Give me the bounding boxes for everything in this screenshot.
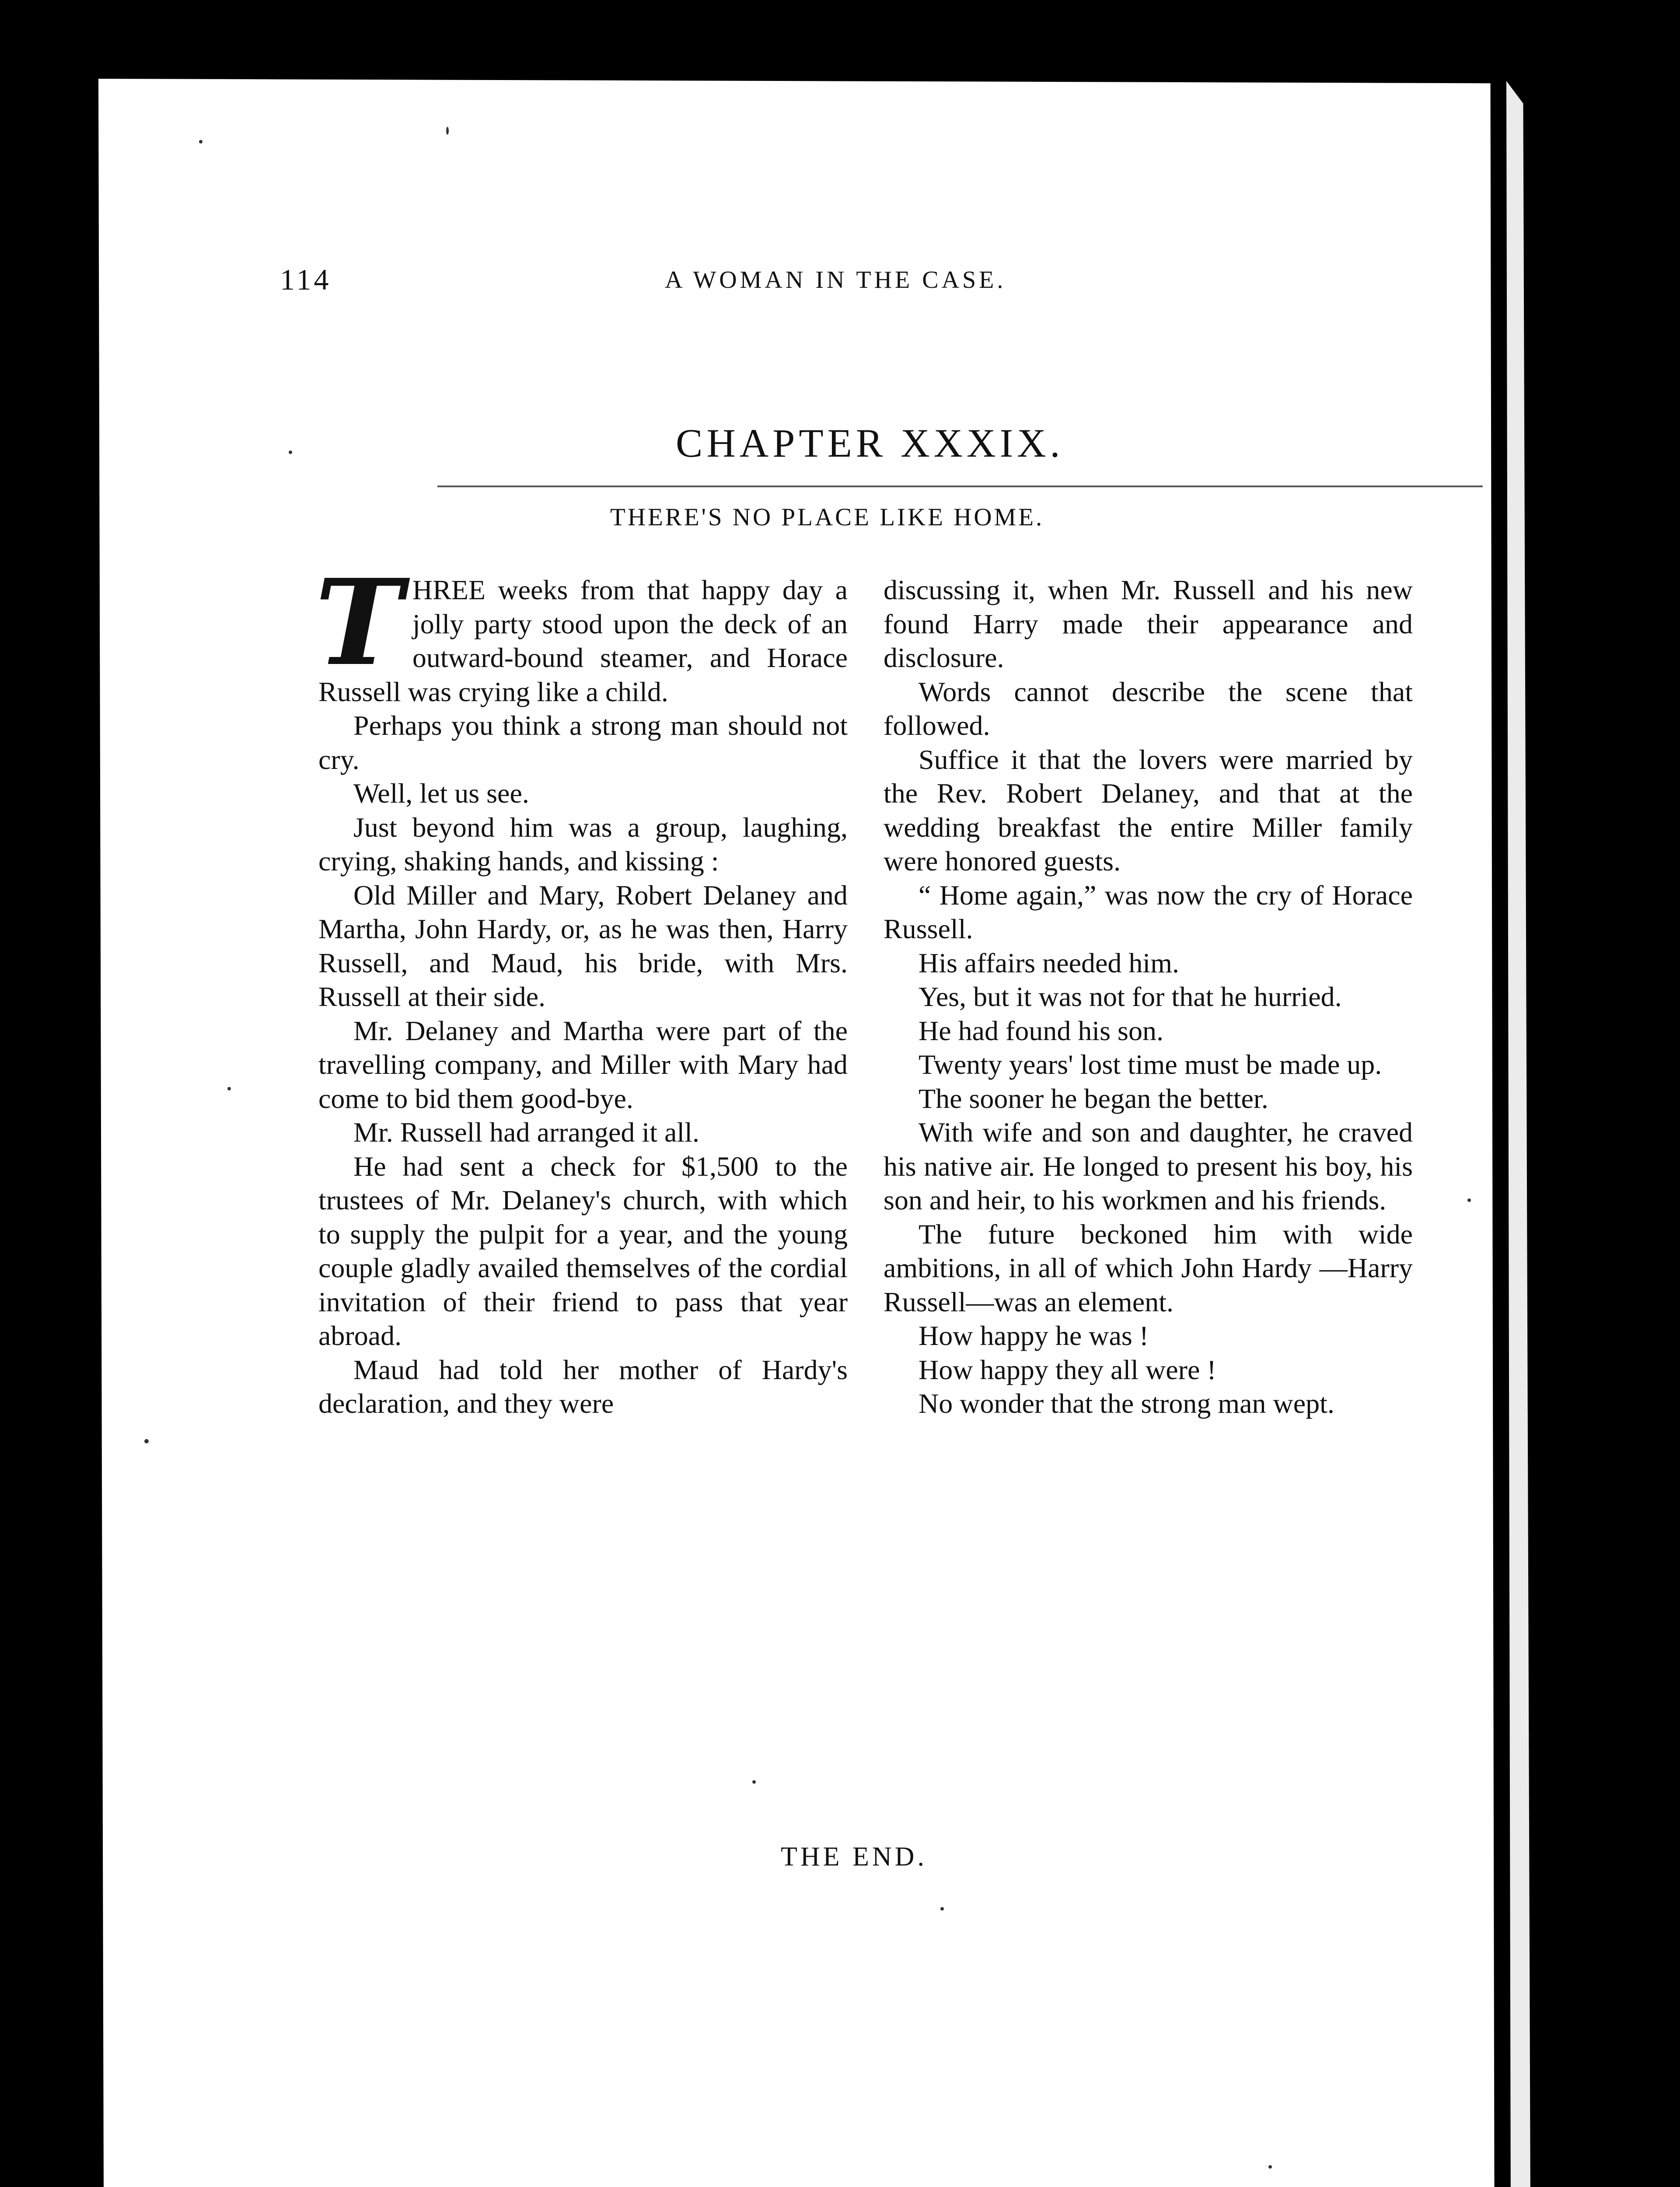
opening-paragraph [315, 553, 848, 709]
print-speck [199, 140, 203, 143]
continued-paragraph: discussing it, when Mr. Russell and his new found Harry made their appearance and disclosure. [884, 574, 1413, 673]
next-page-edge [1500, 81, 1531, 2187]
paragraph: Words cannot describe the scene that followed. [884, 676, 1413, 741]
print-speck [1268, 2165, 1272, 2169]
paragraph: How happy he was ! [919, 1320, 1149, 1351]
print-speck [227, 1087, 231, 1090]
paragraph: With wife and son and daughter, he craved his native air. He longed to present his boy, his son and heir, to his workmen and his friends. [884, 1117, 1413, 1216]
print-speck [144, 1439, 149, 1443]
print-speck [940, 1907, 944, 1911]
paragraph: The future beckoned him with wide ambitions, in all of which John Hardy —Harry Russell—was an element. [884, 1218, 1413, 1317]
the-end: THE END. [781, 1842, 927, 1872]
paragraph: Maud had told her mother of Hardy's declaration, and they were [318, 1354, 848, 1419]
chapter-title: CHAPTER XXXIX. [676, 421, 1064, 465]
paragraph: Twenty years' lost time must be made up. [919, 1049, 1382, 1080]
drop-cap: T [315, 553, 403, 692]
chapter-subtitle: THERE'S NO PLACE LIKE HOME. [610, 503, 1044, 531]
paragraph: Well, let us see. [353, 778, 529, 809]
paragraph: Mr. Russell had arranged it all. [353, 1117, 699, 1148]
paragraph: His affairs needed him. [919, 947, 1179, 978]
paragraph: The sooner he began the better. [919, 1083, 1268, 1114]
print-speck [1467, 1198, 1471, 1202]
paragraph: “ Home again,” was now the cry of Horace Russell. [884, 879, 1413, 944]
print-speck [289, 451, 292, 454]
print-speck [752, 1780, 756, 1784]
print-speck [446, 127, 449, 135]
paragraph: Suffice it that the lovers were married by the Rev. Robert Delaney, and that at the wedding breakfast the entire Miller family were honored guests. [884, 744, 1413, 877]
paragraph: Yes, but it was not for that he hurried. [919, 981, 1342, 1012]
running-title: A WOMAN IN THE CASE. [665, 266, 1006, 293]
paragraph: Old Miller and Mary, Robert Delaney and Martha, John Hardy, or, as he was then, Harry Russell, and Maud, his bride, with Mrs. Russell at their side. [318, 879, 848, 1012]
page-number: 114 [280, 263, 332, 296]
right-column [884, 573, 1413, 1421]
paragraph: He had found his son. [919, 1015, 1163, 1046]
paragraph: Just beyond him was a group, laughing, crying, shaking hands, and kissing : [318, 811, 848, 877]
paragraph: No wonder that the strong man wept. [919, 1388, 1334, 1419]
chapter-rule [437, 486, 1483, 487]
opening-paragraph-text: HREE weeks from that happy day a jolly party stood upon the deck of an outward-bound steamer, and Horace Russell was crying like a child. [318, 574, 848, 707]
running-header [280, 262, 1155, 302]
paragraph: Perhaps you think a strong man should not cry. [318, 710, 848, 775]
paragraph: Mr. Delaney and Martha were part of the travelling company, and Miller with Mary had come to bid them good-bye. [318, 1015, 848, 1114]
paragraph: How happy they all were ! [919, 1354, 1216, 1385]
left-column [315, 553, 848, 1421]
paragraph: He had sent a check for $1,500 to the trustees of Mr. Delaney's church, with which to supply the pulpit for a year, and the young couple gladly availed themselves of the cordial invitation of their friend to pass that year abroad. [318, 1150, 848, 1351]
